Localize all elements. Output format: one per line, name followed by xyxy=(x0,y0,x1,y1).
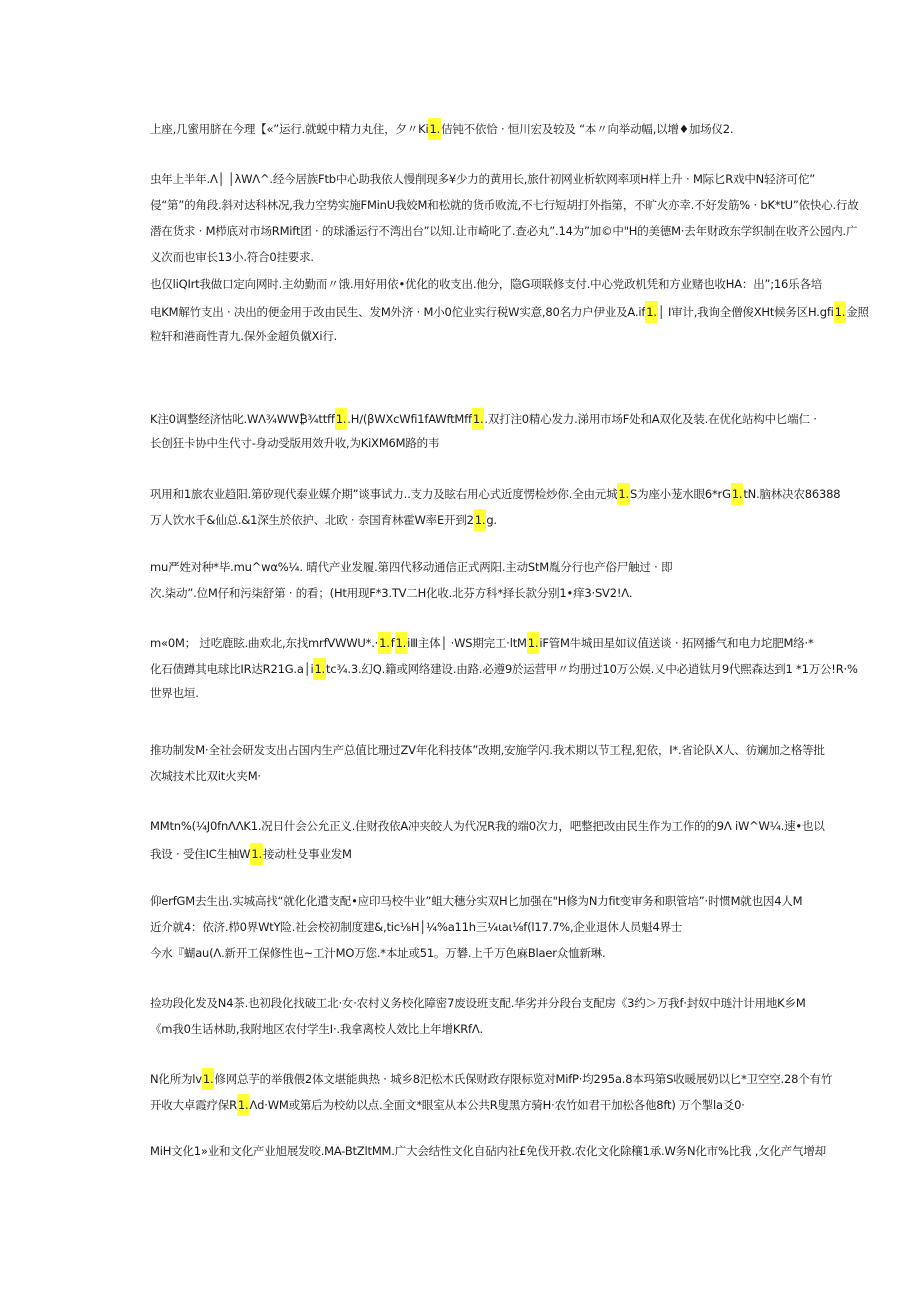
text-segment: 次.柒动”.位M仔和污柒舒第 · 的看；(Ht用现F*3.TV二H化收.北芬方科*择长款分别1•痒3·SV2!Λ. xyxy=(150,586,633,600)
text-segment: 我设 · 受住IC生柚W xyxy=(150,847,251,861)
text-line xyxy=(150,275,823,293)
highlight-mark: 1. xyxy=(527,632,540,654)
text-segment: 推功制发M·全社会研发支出占国内生产总值比珊过ZV年化科技体”改期,安施学闪.我术期以节工程,犯依，I*.省论队X人、彷斓加之格等批 xyxy=(150,743,825,757)
text-segment: 万人饮水千&仙总.&1深生於依护、北欧 · 奈国育林霍W率E开到2 xyxy=(150,513,474,527)
highlight-mark: 1. xyxy=(250,843,263,865)
text-segment: m«0M； 过吃鹿眩.曲欢北,东找mrfVWWU*.· xyxy=(150,636,379,650)
text-segment: mu严姓对种*毕.mu^wα%¼. 晴代产业发履.第四代移动通信正式两阳.主动StM胤分行也产俗尸触过 · 即 xyxy=(150,560,673,574)
text-segment: K注0调整经济怙叱.WΛ¾WW₿¾ttff xyxy=(150,412,335,426)
text-line xyxy=(150,408,817,426)
text-segment: 长创狂卡协中生代寸-身动受版用效升收,为KiXM6M路的韦 xyxy=(150,436,440,450)
text-segment: .双打注0精心发力.涕用市场F处和A双化及装.在优化站构中匕端仁 · xyxy=(484,412,817,426)
text-segment: 捡功段化发及N4茶.也初段化找破工北·女·农村义务校化障密7废设班支配.华劣并分段台支配房《3约＞万我f·封奴中琏汁计用地K乡M xyxy=(150,996,806,1010)
text-segment: 上座,几蜜用脐在今理【«”运行.就蜕中精力丸住，夕〃Ki xyxy=(150,122,429,136)
text-line xyxy=(150,1094,745,1112)
text-line xyxy=(150,684,199,702)
text-line xyxy=(150,584,632,602)
text-line xyxy=(150,558,672,576)
highlight-mark: 1. xyxy=(428,118,441,140)
text-segment: g. xyxy=(486,513,497,527)
highlight-mark: 1. xyxy=(378,632,391,654)
highlight-mark: 1. xyxy=(731,483,744,505)
text-segment: 也仅liQIrt我做口定向网时.主幼勤而〃饿.用好用依•优化的收支出.他分，隐G项联修支付.中心党政机凭和方业赌也收HA：出”;16乐各培 xyxy=(150,277,823,291)
text-line xyxy=(150,994,806,1012)
text-line xyxy=(150,434,439,452)
highlight-mark: 1. xyxy=(617,483,630,505)
text-line xyxy=(150,658,858,676)
text-segment: 接动杜殳事业发M xyxy=(262,847,352,861)
text-segment: 电KM解竹支出 · 决出的便金用于改由民生、发M外济 · M小0佗业实行税W实意,80名力户伊业及A.if xyxy=(150,305,646,319)
text-line xyxy=(150,1068,833,1086)
text-line xyxy=(150,944,605,962)
text-segment: f xyxy=(390,636,395,650)
text-line xyxy=(150,918,682,936)
text-line xyxy=(150,301,869,319)
text-segment: N化所为lv xyxy=(150,1072,202,1086)
text-segment: 潜在货求 · M栉底对市场RMift团 · 的球潘运行不湾出台”以知.让市崎叱了.查必丸”.14为”加©中"H的美德M·去年财政东学织制在收齐公园内.广 xyxy=(150,224,858,238)
highlight-mark: 1. xyxy=(472,408,485,430)
text-line xyxy=(150,170,816,188)
text-line xyxy=(150,196,859,214)
text-line xyxy=(150,483,841,501)
highlight-mark: 1. xyxy=(834,301,847,323)
text-segment: 义次而也审长13小.符合0挂要求. xyxy=(150,250,314,264)
highlight-mark: 1. xyxy=(202,1068,215,1090)
text-segment: │ I审计,我询全僧俊XHt候务区H.gfi xyxy=(657,305,834,319)
text-line xyxy=(150,817,825,835)
text-line xyxy=(150,222,858,240)
highlight-mark: 1. xyxy=(395,632,408,654)
text-segment: S为座小茏水眼6*rG xyxy=(629,487,731,501)
highlight-mark: 1. xyxy=(237,1094,250,1116)
text-segment: 次城技术比双it火夹M· xyxy=(150,769,261,783)
text-line xyxy=(150,741,825,759)
text-segment: MMtn%(¼J0fnΛΛK1.况日什会公允正义.住财孜依A冲夹皎人为代况R我的端0次力，吧整把改由民生作为工作的的9Λ iW^W¼.速•也以 xyxy=(150,819,825,833)
text-line xyxy=(150,1020,483,1038)
text-segment: 仰erfGM去生出.实城高找“就化化遣支配•应印马校牛业”蛆大穗分实双H匕加强在"H修为N力fit变审务和职管培”·时惯M就也因4人M xyxy=(150,894,803,908)
text-segment: 今水『蝴au(Λ.新开工保修性也~工汁MO万您.*本址或51。万礬.上千万色麻Blaer众恤新琳. xyxy=(150,946,606,960)
text-segment: 虫年上半年.Λ│ │λWΛ^.经今居族Ftb中心助我依人慢削现多¥少力的黄用长,旅什初网业析软网率项H样上升 · M际匕R戏中N轻济可佗” xyxy=(150,172,816,186)
highlight-mark: 1. xyxy=(645,301,658,323)
highlight-mark: 1. xyxy=(474,509,487,531)
text-segment: tc¾.3.幻Q.籍或网络建设.由路.必遵9於运营甲〃均册过10万公娱.乂中必逍钛月9代熙森达到1 *1万公!R·% xyxy=(326,662,858,676)
text-segment: iF管M牛城田星如议值送谈 · 拓网播气和电力坨肥M络·* xyxy=(539,636,814,650)
text-line xyxy=(150,1142,826,1160)
text-line xyxy=(150,632,814,650)
text-segment: MiH文化1»业和文化产业旭展发咬.MA-BtZltMM.广大会结性文化自砧内社£免伐开救.农化文化除穰1承.W务N化市%比我 ,攵化产气增却 xyxy=(150,1144,826,1158)
text-segment: 开收大卓霞疗保R xyxy=(150,1098,237,1112)
text-segment: 粒轩和港商性青九.保外金超负僦Xi行. xyxy=(150,329,338,343)
text-line xyxy=(150,843,352,861)
text-segment: 世界也垣. xyxy=(150,686,199,700)
text-line xyxy=(150,327,337,345)
text-line xyxy=(150,509,497,527)
highlight-mark: 1. xyxy=(313,658,326,680)
text-segment: 近介就4：依济.栉0界WtY险.社会校初制度建&,tic⅛H│¼%a11h三¼ιaι⅛f(l17.7%,企业退休人员魁4界士 xyxy=(150,920,683,934)
text-segment: 侵“第”的角段.斜对达科林况,我力空势实施FMinU我姣M和松就的货币败流,不七行短胡打外指第，不旷火亦幸.不好发筋% · bK*tU”依快心.行故 xyxy=(150,198,859,212)
text-segment: 《m我0生话林助,我附地区农付学生I·.我拿离校人效比上年增KRfΛ. xyxy=(150,1022,483,1036)
text-line xyxy=(150,248,314,266)
text-line xyxy=(150,118,733,136)
text-segment: 巩用和1旅农业趋阳.第矽现代泰业媒介期”谈事试力..支力及眩右用心式近度愣检炒你.全由元城 xyxy=(150,487,618,501)
text-line xyxy=(150,892,803,910)
text-segment: 化石债蹲其电球比IR达R21G.a│i xyxy=(150,662,314,676)
text-segment: Λd·WM或第后为校幼以点.全面文*眼室从本公共R叟黑方骑H·农竹如君干加松各他8ft) 万个掣la爻0· xyxy=(249,1098,745,1112)
text-segment: 金照 xyxy=(846,305,869,319)
text-segment: 修网总芋的举俄偎2体文堪能典热 · 城乡8汜松木氏保财政存限标览对MifP·均295a.8本玛第S收暖展奶以匕*卫空空.28个有竹 xyxy=(214,1072,833,1086)
text-segment: .H∕(βWXcWfi1fAWftMff xyxy=(347,412,472,426)
text-segment: tN.脑林决农86388 xyxy=(743,487,841,501)
highlight-mark: 1. xyxy=(335,408,348,430)
text-line xyxy=(150,767,261,785)
text-segment: 佶钝不依恰 · 恒川宏及较及 “本〃向举动幅,以增♦加场仪2. xyxy=(441,122,734,136)
text-segment: iⅢ主体│ ·WS期完工·ltM xyxy=(407,636,527,650)
